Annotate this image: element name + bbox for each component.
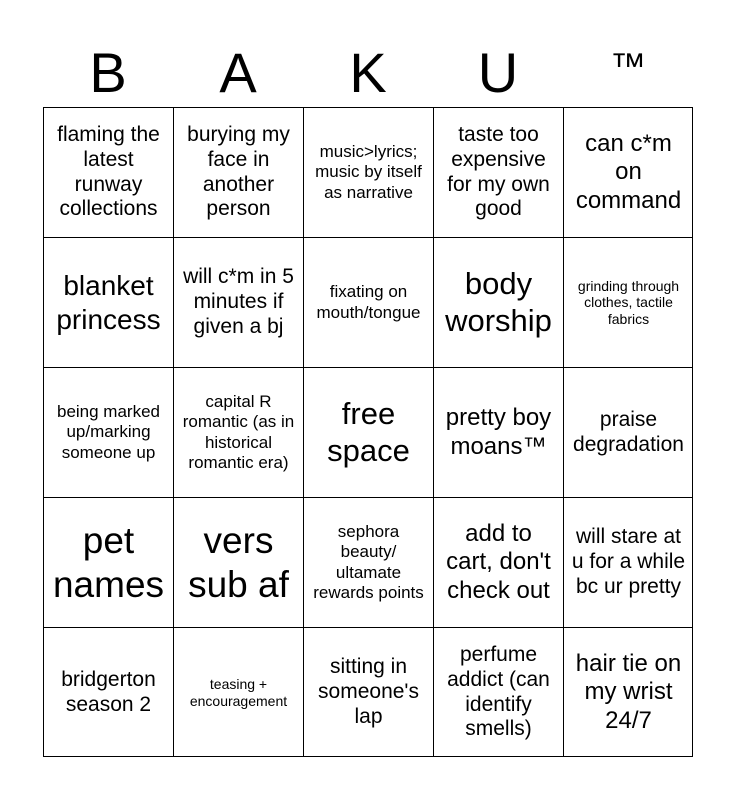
bingo-cell[interactable]: [563, 627, 693, 757]
header-trademark: ™: [610, 45, 646, 86]
cell-text: pet names: [52, 519, 165, 605]
bingo-cell[interactable]: [43, 497, 173, 627]
cell-text: vers sub af: [188, 519, 289, 605]
bingo-cell[interactable]: [173, 107, 303, 237]
cell-text: fixating on mouth/tongue: [316, 282, 421, 322]
bingo-cell[interactable]: [433, 627, 563, 757]
cell-text: music>lyrics; music by itself as narrative: [315, 142, 422, 202]
header-letter-k: K: [349, 41, 387, 104]
cell-text: being marked up/marking someone up: [56, 402, 160, 462]
cell-text: sephora beauty/ ultamate rewards points: [313, 522, 424, 602]
cell-text: free space: [327, 395, 410, 468]
cell-text: can c*m on command: [575, 130, 682, 214]
cell-text: taste too expensive for my own good: [447, 122, 550, 221]
cell-text: body worship: [445, 265, 552, 338]
bingo-cell[interactable]: [173, 627, 303, 757]
cell-text: add to cart, don't check out: [446, 520, 551, 604]
cell-text: will c*m in 5 minutes if given a bj: [183, 265, 294, 338]
cell-text: sitting in someone's lap: [318, 655, 419, 728]
bingo-cell[interactable]: [563, 367, 693, 497]
bingo-cell[interactable]: [433, 237, 563, 367]
cell-text: flaming the latest runway collections: [57, 122, 160, 221]
bingo-cell[interactable]: [563, 497, 693, 627]
bingo-cell[interactable]: [303, 627, 433, 757]
bingo-cell[interactable]: [43, 237, 173, 367]
cell-text: bridgerton season 2: [61, 667, 156, 716]
bingo-grid: [43, 107, 693, 757]
cell-text: teasing + encouragement: [189, 675, 288, 709]
cell-text: will stare at u for a while bc ur pretty: [571, 525, 686, 598]
bingo-cell[interactable]: [173, 237, 303, 367]
bingo-cell[interactable]: [563, 107, 693, 237]
bingo-cell[interactable]: [433, 107, 563, 237]
bingo-cell free-space[interactable]: [303, 367, 433, 497]
bingo-cell[interactable]: [43, 627, 173, 757]
cell-text: burying my face in another person: [187, 122, 290, 221]
bingo-cell[interactable]: [303, 497, 433, 627]
bingo-cell[interactable]: [303, 237, 433, 367]
bingo-cell[interactable]: [43, 107, 173, 237]
cell-text: perfume addict (can identify smells): [447, 642, 550, 741]
cell-text: capital R romantic (as in historical romantic era): [182, 392, 295, 472]
header-letter-b: B: [89, 41, 127, 104]
header-letter-a: A: [219, 41, 257, 104]
bingo-header: [43, 38, 693, 108]
cell-text: hair tie on my wrist 24/7: [575, 650, 682, 734]
bingo-cell[interactable]: [563, 237, 693, 367]
header-letter-u: U: [477, 41, 519, 104]
bingo-cell[interactable]: [433, 367, 563, 497]
bingo-cell[interactable]: [173, 367, 303, 497]
cell-text: praise degradation: [573, 407, 684, 456]
bingo-cell[interactable]: [43, 367, 173, 497]
cell-text: pretty boy moans™: [445, 404, 552, 460]
bingo-cell[interactable]: [303, 107, 433, 237]
bingo-cell[interactable]: [433, 497, 563, 627]
cell-text: blanket princess: [56, 270, 161, 335]
cell-text: grinding through clothes, tactile fabrics: [577, 277, 680, 327]
bingo-cell[interactable]: [173, 497, 303, 627]
